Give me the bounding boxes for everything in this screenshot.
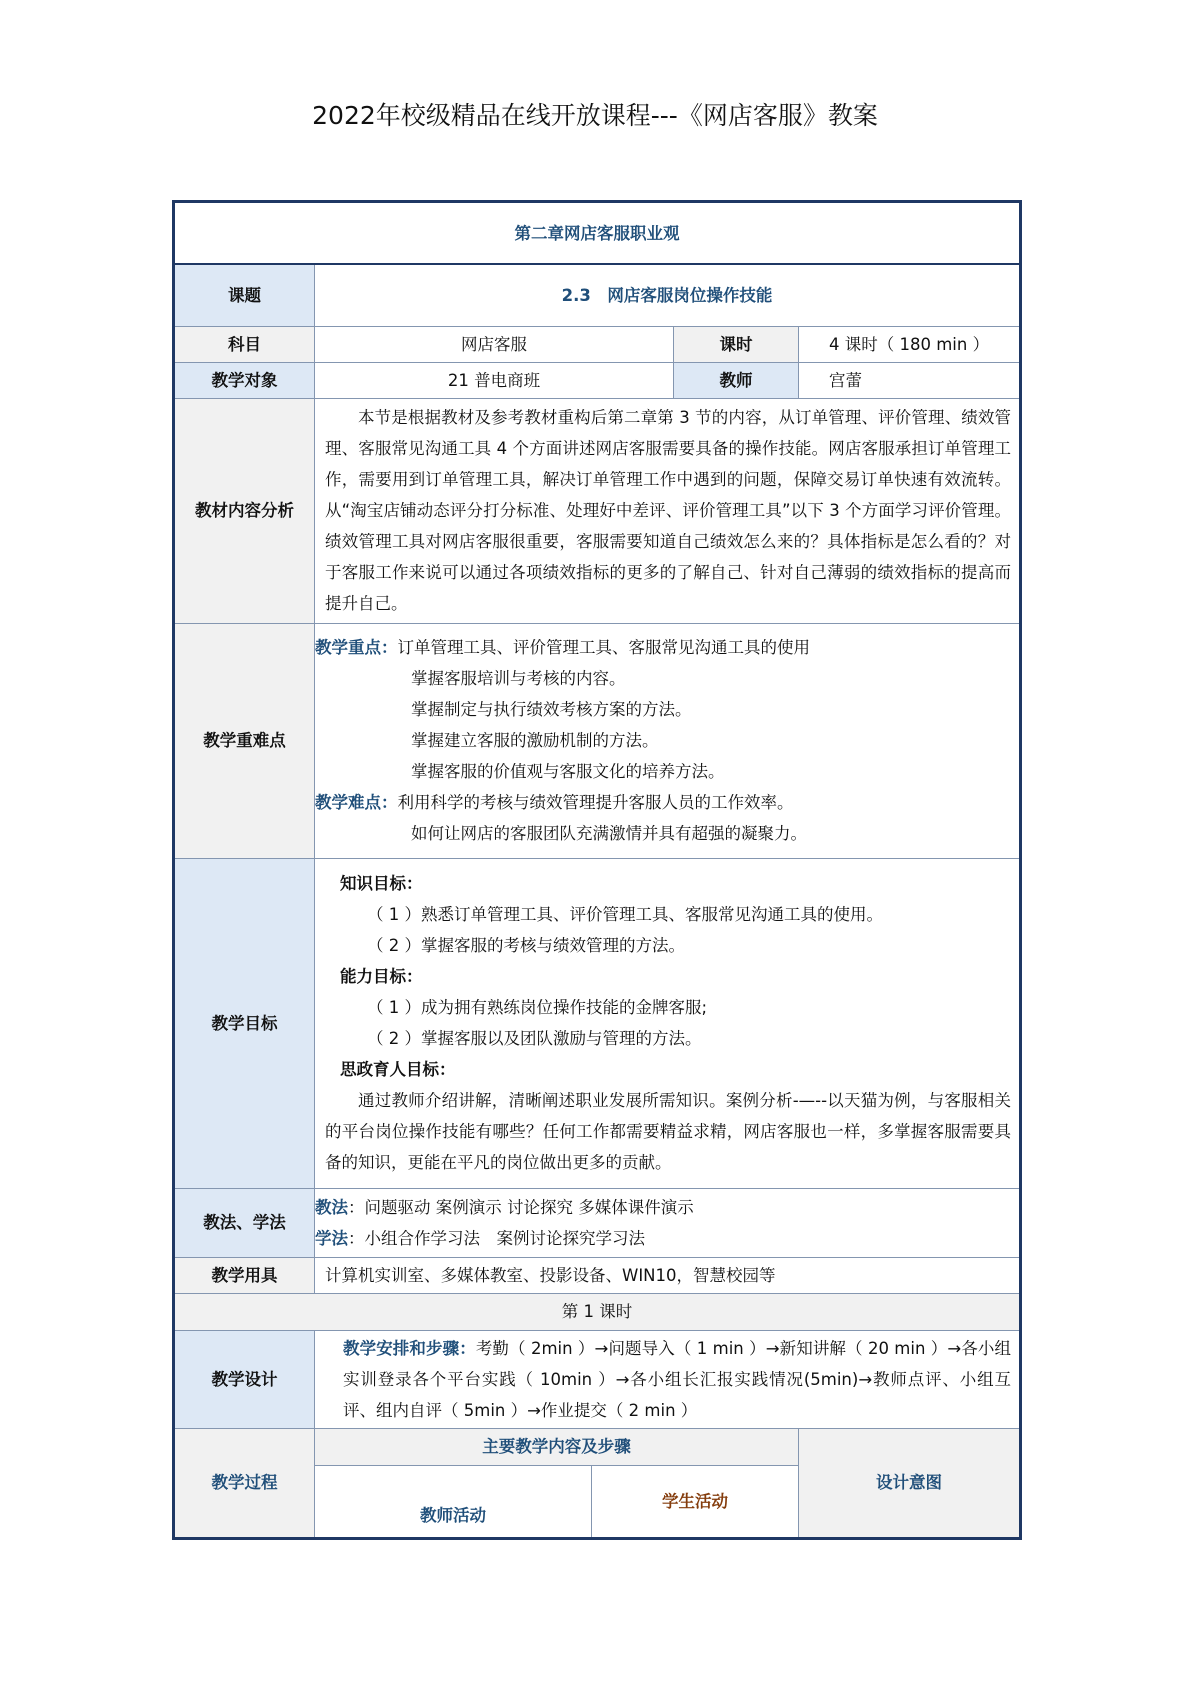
key-point-item: 掌握客服的价值观与客服文化的培养方法。	[411, 762, 725, 781]
teacher-value: 宫蕾	[799, 362, 1021, 398]
material-analysis-text: 本节是根据教材及参考教材重构后第二章第 3 节的内容，从订单管理、评价管理、绩效管理、客服常见沟通工具 4 个方面讲述网店客服需要具备的操作技能。网店客服承担订单管理工作，需要用到订单管理工具，解决订单管理工作中遇到的问题，保障交易订单快速有效流转。从“淘宝店铺动态评分打分标准、处理好中差评、评价管理工具”以下 3 个方面学习评价管理。绩效管理工具对网店客服很重要，客服需要知道自己绩效怎么来的？具体指标是怎么看的？对于客服工作来说可以通过各项绩效指标的更多的了解自己、针对自己薄弱的绩效指标的提高而提升自己。	[315, 398, 1021, 623]
methods-label: 教法、学法	[174, 1188, 315, 1257]
knowledge-objective-item: （ 1 ）熟悉订单管理工具、评价管理工具、客服常见沟通工具的使用。	[367, 905, 883, 924]
design-row	[174, 1330, 1021, 1428]
key-point-label: 教学重点：	[315, 638, 398, 657]
design-steps-label: 教学安排和步骤：	[343, 1338, 476, 1358]
chapter-title: 第二章网店客服职业观	[174, 202, 1021, 265]
ideology-objective-label: 思政育人目标：	[340, 1060, 456, 1079]
ability-objective-item: （ 2 ）掌握客服以及团队激励与管理的方法。	[367, 1029, 702, 1048]
key-difficult-row	[174, 623, 1021, 858]
difficult-point-line	[315, 787, 1019, 818]
tools-label: 教学用具	[174, 1257, 315, 1293]
audience-value: 21 普电商班	[315, 362, 674, 398]
lesson-plan-table	[172, 200, 1022, 1540]
document-title: 2022年校级精品在线开放课程---《网店客服》教案	[312, 101, 878, 130]
knowledge-objective-item: （ 2 ）掌握客服的考核与绩效管理的方法。	[367, 936, 685, 955]
key-point-line	[315, 632, 1019, 663]
teaching-method-line	[315, 1192, 1019, 1223]
key-point-item: 掌握客服培训与考核的内容。	[411, 669, 626, 688]
key-point-item: 订单管理工具、评价管理工具、客服常见沟通工具的使用	[397, 638, 810, 657]
design-steps-text: 考勤（ 2min ）→问题导入（ 1 min ）→新知讲解（ 20 min ）→各小组实训登录各个平台实践（ 10min ）→各小组长汇报实践情况(5min)→教师点评、小组互评、组内自评（ 5min ）→作业提交（ 2 min ）	[343, 1338, 1011, 1420]
learning-method-value: ：小组合作学习法 案例讨论探究学习法	[348, 1228, 645, 1248]
design-intent-header: 设计意图	[799, 1428, 1021, 1538]
teacher-label: 教师	[674, 362, 799, 398]
difficult-point-item: 如何让网店的客服团队充满激情并具有超强的凝聚力。	[411, 824, 807, 843]
teaching-method-value: ：问题驱动 案例演示 讨论探究 多媒体课件演示	[348, 1197, 694, 1217]
ability-objective-item: （ 1 ）成为拥有熟练岗位操作技能的金牌客服;	[367, 998, 708, 1017]
process-label: 教学过程	[174, 1428, 315, 1538]
difficult-point-item: 利用科学的考核与绩效管理提升客服人员的工作效率。	[397, 793, 794, 812]
key-point-item: 掌握制定与执行绩效考核方案的方法。	[411, 700, 692, 719]
material-analysis-row	[174, 398, 1021, 623]
tools-row	[174, 1257, 1021, 1293]
design-content	[315, 1330, 1021, 1428]
teacher-activity-header: 教师活动	[315, 1465, 592, 1538]
hours-value: 4 课时（ 180 min ）	[799, 326, 1021, 362]
objectives-content	[315, 858, 1021, 1188]
student-activity-header: 学生活动	[592, 1465, 799, 1538]
teaching-method-label: 教法	[315, 1197, 348, 1217]
methods-content	[315, 1188, 1021, 1257]
subject-row	[174, 326, 1021, 362]
lesson-row	[174, 1293, 1021, 1330]
topic-value: 2.3 网店客服岗位操作技能	[315, 264, 1021, 326]
design-label: 教学设计	[174, 1330, 315, 1428]
subject-label: 科目	[174, 326, 315, 362]
audience-label: 教学对象	[174, 362, 315, 398]
topic-row	[174, 264, 1021, 326]
process-header-row	[174, 1428, 1021, 1465]
learning-method-line	[315, 1223, 1019, 1254]
key-difficult-label: 教学重难点	[174, 623, 315, 858]
knowledge-objective-label: 知识目标：	[340, 874, 423, 893]
learning-method-label: 学法	[315, 1228, 348, 1248]
chapter-row	[174, 202, 1021, 265]
key-difficult-content	[315, 623, 1021, 858]
main-content-header: 主要教学内容及步骤	[315, 1428, 799, 1465]
audience-row	[174, 362, 1021, 398]
difficult-point-label: 教学难点：	[315, 793, 398, 812]
objectives-row	[174, 858, 1021, 1188]
ideology-objective-text: 通过教师介绍讲解，清晰阐述职业发展所需知识。案例分析-—--以天猫为例，与客服相关的平台岗位操作技能有哪些？任何工作都需要精益求精，网店客服也一样，多掌握客服需要具备的知识，更能在平凡的岗位做出更多的贡献。	[325, 1091, 1011, 1172]
methods-row	[174, 1188, 1021, 1257]
topic-label: 课题	[174, 264, 315, 326]
subject-value: 网店客服	[315, 326, 674, 362]
ability-objective-label: 能力目标：	[340, 967, 423, 986]
key-point-item: 掌握建立客服的激励机制的方法。	[411, 731, 659, 750]
lesson-label: 第 1 课时	[174, 1293, 1021, 1330]
objectives-label: 教学目标	[174, 858, 315, 1188]
material-analysis-label: 教材内容分析	[174, 398, 315, 623]
tools-value: 计算机实训室、多媒体教室、投影设备、WIN10，智慧校园等	[315, 1257, 1021, 1293]
hours-label: 课时	[674, 326, 799, 362]
